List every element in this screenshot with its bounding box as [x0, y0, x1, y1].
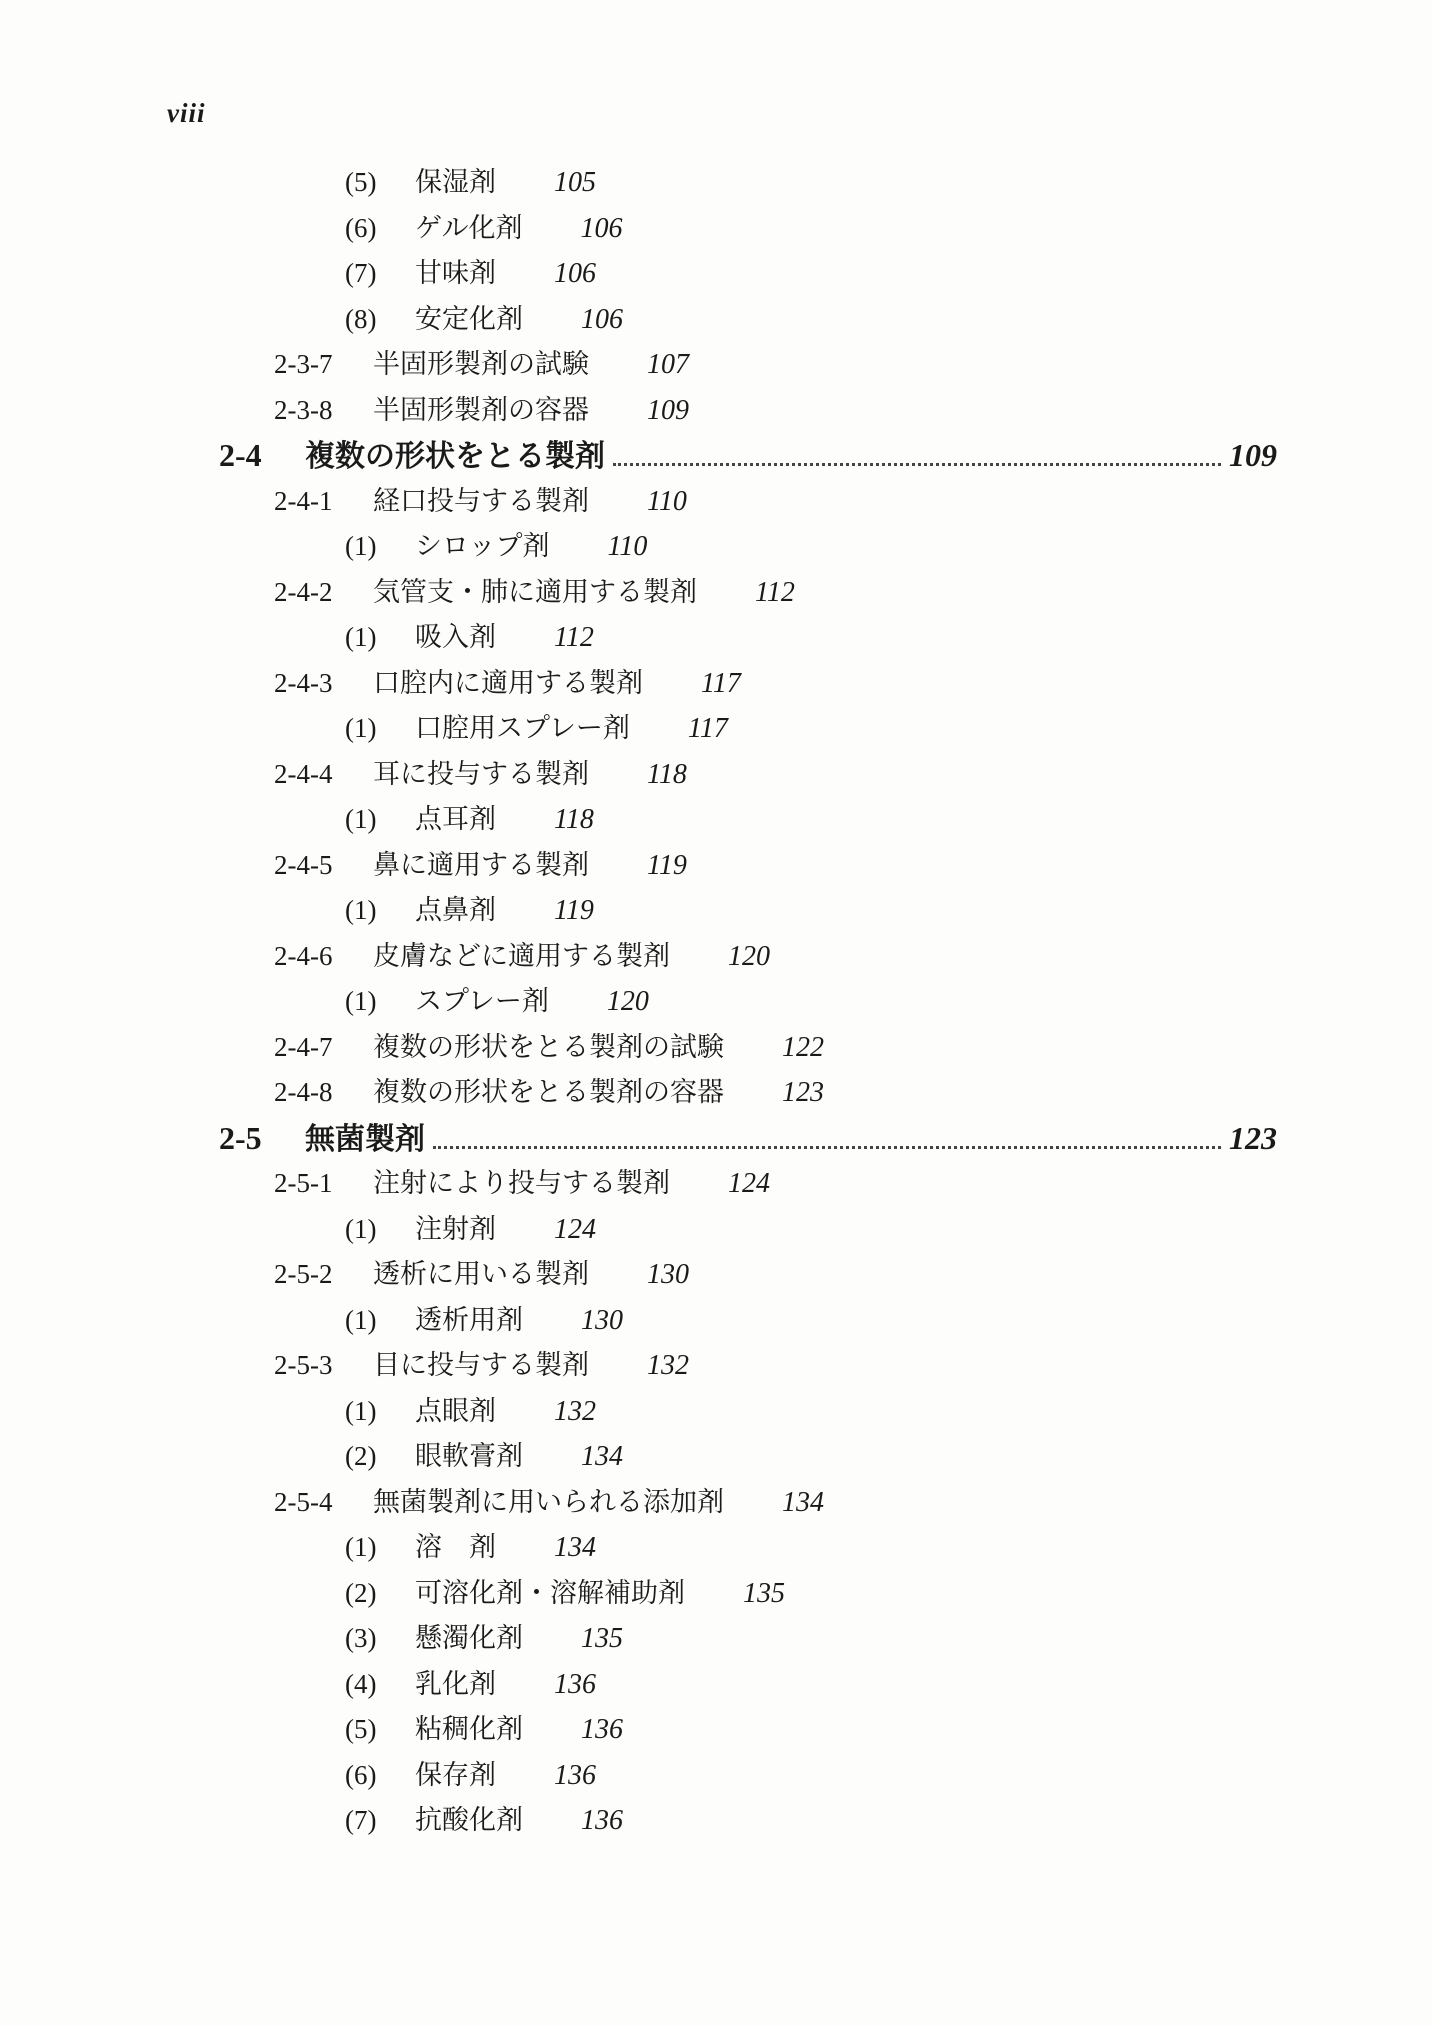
toc-subsection [274, 845, 687, 885]
entry-title: 透析に用いる製剤 [373, 1259, 589, 1290]
entry-title: 吸入剤 [415, 622, 496, 653]
entry-number: (5) [345, 167, 377, 197]
entry-page: 124 [728, 1168, 770, 1199]
entry-page: 132 [647, 1350, 689, 1381]
entry-title: 注射により投与する製剤 [373, 1168, 670, 1199]
entry-title: 溶 剤 [415, 1532, 496, 1563]
entry-page: 134 [554, 1532, 596, 1563]
toc-subsection [274, 481, 687, 521]
entry-title: 耳に投与する製剤 [373, 758, 589, 790]
entry-number: (1) [345, 622, 377, 652]
section-title: 無菌製剤 [305, 1121, 425, 1157]
toc-item [345, 208, 622, 248]
entry-title: 粘稠化剤 [415, 1714, 523, 1745]
toc-item [345, 890, 594, 930]
toc-subsection [274, 572, 795, 612]
entry-title: 保存剤 [415, 1759, 496, 1791]
entry-number: 2-4-1 [274, 485, 333, 516]
toc-item [345, 1573, 785, 1613]
toc-item [345, 1209, 596, 1249]
entry-title: 透析用剤 [415, 1304, 523, 1336]
toc-item [345, 1755, 596, 1795]
toc-subsection [274, 1163, 770, 1203]
entry-title: 複数の形状をとる製剤の試験 [373, 1031, 724, 1063]
entry-page: 107 [647, 349, 689, 380]
toc-section [219, 433, 1277, 477]
entry-page: 122 [782, 1031, 824, 1063]
entry-title: 甘味剤 [415, 258, 496, 289]
page-number: viii [167, 98, 206, 128]
toc-item [345, 708, 728, 748]
entry-page: 136 [554, 1668, 596, 1700]
entry-title: 気管支・肺に適用する製剤 [373, 576, 697, 608]
entry-title: 安定化剤 [415, 303, 523, 335]
toc-subsection [274, 1027, 824, 1067]
entry-title: 眼軟膏剤 [415, 1441, 523, 1472]
entry-page: 110 [607, 531, 648, 562]
entry-title: ゲル化剤 [415, 212, 523, 244]
section-page: 109 [1229, 437, 1277, 473]
entry-page: 110 [647, 485, 687, 517]
entry-number: (5) [345, 1714, 377, 1744]
entry-number: (4) [345, 1668, 377, 1699]
entry-title: 口腔内に適用する製剤 [373, 667, 643, 699]
entry-page: 109 [647, 394, 689, 426]
entry-title: 目に投与する製剤 [373, 1350, 589, 1381]
entry-number: 2-4-6 [274, 940, 333, 971]
entry-page: 112 [755, 576, 795, 608]
toc-item [345, 1664, 596, 1704]
entry-title: 抗酸化剤 [415, 1805, 523, 1836]
entry-number: 2-4-3 [274, 667, 333, 698]
entry-title: スプレー剤 [415, 986, 549, 1017]
entry-number: (8) [345, 303, 377, 334]
entry-number: (2) [345, 1441, 377, 1471]
entry-title: 注射剤 [415, 1213, 496, 1245]
entry-page: 135 [743, 1577, 785, 1609]
entry-title: 口腔用スプレー剤 [415, 713, 630, 744]
toc-item [345, 1436, 623, 1476]
entry-page: 118 [554, 804, 594, 835]
entry-page: 123 [782, 1077, 824, 1108]
entry-page: 118 [647, 758, 687, 790]
toc-item [345, 1527, 596, 1567]
entry-number: 2-5-3 [274, 1350, 333, 1380]
entry-page: 130 [647, 1259, 689, 1290]
entry-number: (1) [345, 986, 377, 1016]
entry-number: (1) [345, 1213, 377, 1244]
entry-number: (1) [345, 804, 377, 834]
toc-section [219, 1116, 1277, 1160]
toc-subsection [274, 1345, 689, 1385]
section-page: 123 [1229, 1119, 1277, 1156]
entry-title: 半固形製剤の試験 [373, 349, 589, 380]
entry-page: 136 [581, 1805, 623, 1836]
entry-number: 2-5-1 [274, 1168, 333, 1198]
entry-page: 134 [581, 1441, 623, 1472]
entry-page: 136 [554, 1759, 596, 1791]
entry-number: 2-4-8 [274, 1077, 333, 1107]
entry-number: (1) [345, 1304, 377, 1335]
section-number: 2-5 [219, 1119, 262, 1156]
section-title: 複数の形状をとる製剤 [305, 439, 605, 474]
entry-title: 点耳剤 [415, 804, 496, 835]
entry-page: 112 [554, 622, 594, 653]
toc-item [345, 1800, 623, 1840]
entry-number: (6) [345, 212, 377, 243]
toc-item [345, 526, 647, 566]
entry-page: 106 [581, 303, 623, 335]
entry-title: 経口投与する製剤 [373, 485, 589, 517]
entry-page: 120 [728, 940, 770, 972]
toc-item [345, 1709, 623, 1749]
entry-number: (2) [345, 1577, 377, 1608]
entry-number: (3) [345, 1623, 377, 1653]
entry-page: 106 [554, 258, 596, 289]
entry-number: 2-4-2 [274, 576, 333, 607]
entry-page: 119 [647, 849, 687, 881]
entry-title: 点鼻剤 [415, 895, 496, 926]
entry-title: 可溶化剤・溶解補助剤 [415, 1577, 685, 1609]
entry-title: 懸濁化剤 [415, 1623, 523, 1654]
toc-subsection [274, 1072, 824, 1112]
entry-title: シロップ剤 [415, 531, 550, 562]
entry-title: 乳化剤 [415, 1668, 496, 1700]
toc-subsection [274, 1482, 824, 1522]
entry-number: (1) [345, 1395, 377, 1426]
toc-item [345, 1391, 596, 1431]
entry-number: (1) [345, 1532, 377, 1562]
entry-number: (7) [345, 1805, 377, 1835]
entry-title: 保湿剤 [415, 167, 496, 198]
entry-page: 124 [554, 1213, 596, 1245]
entry-title: 半固形製剤の容器 [373, 394, 589, 426]
entry-number: (1) [345, 895, 377, 925]
toc-item [345, 799, 594, 839]
toc-subsection [274, 1254, 689, 1294]
entry-number: (7) [345, 258, 377, 288]
entry-number: 2-3-7 [274, 349, 333, 379]
toc-subsection [274, 936, 770, 976]
entry-title: 点眼剤 [415, 1395, 496, 1427]
toc-item [345, 617, 594, 657]
entry-title: 無菌製剤に用いられる添加剤 [373, 1486, 724, 1518]
entry-number: 2-4-7 [274, 1031, 333, 1062]
toc-subsection [274, 663, 741, 703]
entry-page: 105 [554, 167, 596, 198]
entry-page: 106 [580, 212, 623, 244]
entry-number: 2-3-8 [274, 394, 333, 425]
entry-page: 132 [554, 1395, 596, 1427]
entry-number: (1) [345, 713, 377, 743]
entry-page: 117 [701, 667, 741, 699]
toc-item [345, 1300, 623, 1340]
toc-item [345, 299, 623, 339]
entry-number: (1) [345, 531, 377, 561]
entry-number: (6) [345, 1759, 377, 1790]
entry-title: 鼻に適用する製剤 [373, 849, 589, 881]
entry-page: 120 [606, 986, 649, 1017]
entry-number: 2-5-4 [274, 1486, 333, 1517]
entry-number: 2-4-5 [274, 849, 333, 880]
toc-subsection [274, 344, 689, 384]
entry-number: 2-5-2 [274, 1259, 333, 1289]
entry-page: 117 [687, 713, 728, 744]
entry-page: 119 [554, 895, 594, 926]
entry-page: 136 [581, 1714, 623, 1745]
dot-leader [433, 1146, 1221, 1149]
toc-item [345, 162, 596, 202]
toc-item [345, 1618, 623, 1658]
toc-subsection [274, 390, 689, 430]
section-number: 2-4 [219, 437, 262, 473]
entry-page: 130 [581, 1304, 623, 1336]
dot-leader [613, 463, 1221, 466]
entry-page: 134 [782, 1486, 824, 1518]
entry-page: 135 [581, 1623, 623, 1654]
toc-item [345, 981, 649, 1021]
entry-title: 皮膚などに適用する製剤 [373, 940, 670, 972]
entry-title: 複数の形状をとる製剤の容器 [373, 1077, 724, 1108]
toc-subsection [274, 754, 687, 794]
toc-item [345, 253, 596, 293]
entry-number: 2-4-4 [274, 758, 333, 789]
